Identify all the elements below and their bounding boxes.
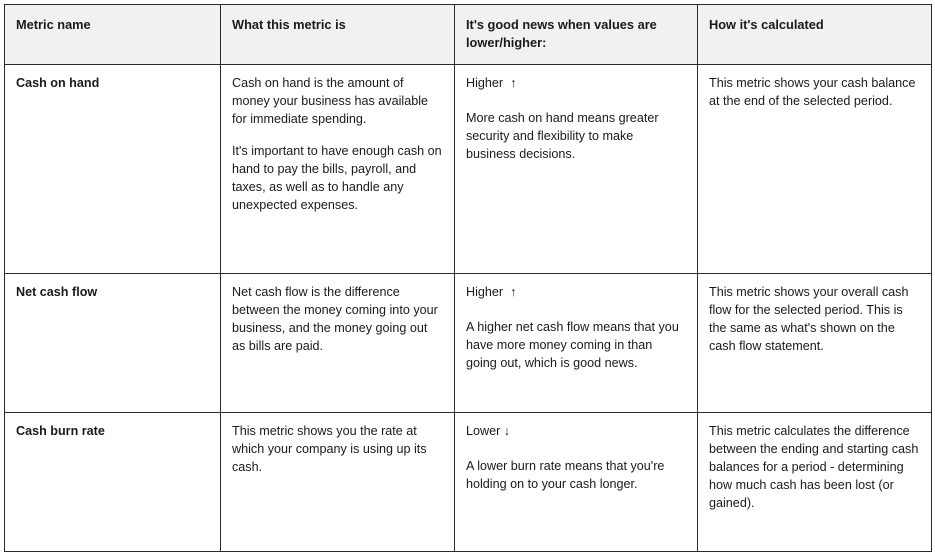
metric-calculation-cell: This metric shows your overall cash flow for the selected period. This is the same as what's shown on the cash flow statement. — [698, 274, 932, 413]
metric-description-paragraph-secondary: It's important to have enough cash on hand to pay the bills, payroll, and taxes, as well as to handle any unexpected expenses. — [232, 143, 442, 212]
table-body — [5, 65, 932, 552]
metric-description-cell — [221, 413, 455, 552]
column-header-metric-name: Metric name — [5, 5, 221, 65]
table-row — [5, 65, 932, 274]
table-header-row — [5, 5, 932, 65]
column-header-good-news-direction: It's good news when values are lower/higher: — [455, 5, 698, 65]
metric-description-paragraph: Net cash flow is the difference between the money coming into your business, and the money going out as bills are paid. — [232, 285, 438, 353]
table-header — [5, 5, 932, 65]
direction-detail: A lower burn rate means that you're holding on to your cash longer. — [466, 459, 665, 492]
metric-direction-cell — [455, 274, 698, 413]
table-row — [5, 274, 932, 413]
metric-name-cell: Net cash flow — [5, 274, 221, 413]
metric-description-cell — [221, 274, 455, 413]
direction-label: Lower ↓ — [466, 424, 511, 439]
metric-direction-cell — [455, 413, 698, 552]
metric-description-cell — [221, 65, 455, 274]
metric-calculation-cell: This metric calculates the difference between the ending and starting cash balances for a period - determining how much cash has been lost (or gained). — [698, 413, 932, 552]
direction-detail: A higher net cash flow means that you have more money coming in than going out, which is good news. — [466, 320, 679, 370]
metric-name-cell: Cash burn rate — [5, 413, 221, 552]
metric-direction-cell — [455, 65, 698, 274]
metric-calculation-cell: This metric shows your cash balance at the end of the selected period. — [698, 65, 932, 274]
metric-description-paragraph: Cash on hand is the amount of money your business has available for immediate spending. — [232, 76, 429, 127]
direction-label: Higher ↑ — [466, 285, 517, 300]
column-header-how-its-calculated: How it's calculated — [698, 5, 932, 65]
direction-detail: More cash on hand means greater security and flexibility to make business decisions. — [466, 111, 659, 161]
column-header-what-this-metric-is: What this metric is — [221, 5, 455, 65]
metrics-table — [4, 4, 932, 552]
table-row — [5, 413, 932, 552]
metric-name-cell: Cash on hand — [5, 65, 221, 274]
direction-label: Higher ↑ — [466, 76, 517, 91]
metric-description-paragraph: This metric shows you the rate at which your company is using up its cash. — [232, 424, 427, 475]
